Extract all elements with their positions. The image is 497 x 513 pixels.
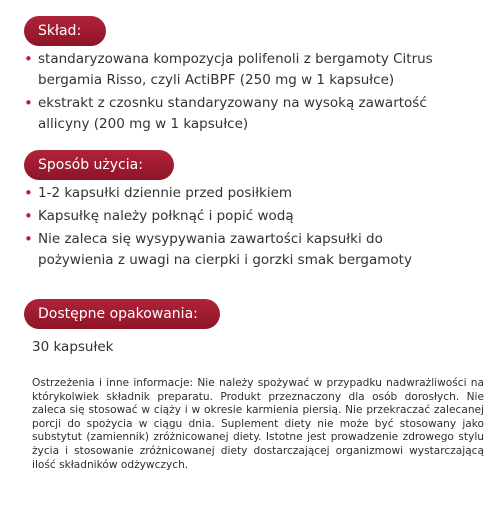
list-item-line: ekstrakt z czosnku standaryzowany na wysoką zawartość <box>38 95 427 111</box>
list-item-line: bergamia Risso, czyli ActiBPF (250 mg w 1 kapsułce) <box>38 72 395 88</box>
dostepne-header: Dostępne opakowania: <box>24 299 220 329</box>
bullet-icon: • <box>24 184 33 202</box>
list-item <box>24 49 491 91</box>
list-item <box>24 206 491 227</box>
list-item <box>24 93 491 135</box>
packaging-value: 30 kapsułek <box>32 339 114 355</box>
list-item <box>24 183 491 204</box>
sklad-header: Skład: <box>24 16 106 46</box>
list-item-line: Nie zaleca się wysypywania zawartości kapsułki do <box>38 231 383 247</box>
warning-text: Ostrzeżenia i inne informacje: Nie należy spożywać w przypadku nadwrażliwości na którykolwiek składnik preparatu. Produkt przeznaczony dla osób dorosłych. Nie zaleca się stosować w ciąży i w okresie karmienia piersią. Nie przekraczać zalecanej porcji do spożycia w ciągu dnia. Suplement diety nie może być stosowany jako substytut (zamiennik) zróżnicowanej diety. Istotne jest prowadzenie zdrowego stylu życia i stosowanie zróżnicowanej diety dostarczającej organizmowi wystarczającą ilość składników odżywczych. <box>32 377 484 471</box>
bullet-icon: • <box>24 94 33 112</box>
bullet-icon: • <box>24 230 33 248</box>
sklad-list <box>24 49 491 137</box>
sposob-list <box>24 183 491 273</box>
list-item <box>24 229 491 271</box>
bullet-icon: • <box>24 207 33 225</box>
list-item-line: Kapsułkę należy połknąć i popić wodą <box>38 208 294 224</box>
bullet-icon: • <box>24 50 33 68</box>
list-item-line: pożywienia z uwagi na cierpki i gorzki smak bergamoty <box>38 252 412 268</box>
list-item-line: allicyny (200 mg w 1 kapsułce) <box>38 116 249 132</box>
list-item-line: 1-2 kapsułki dziennie przed posiłkiem <box>38 185 293 201</box>
sposob-header: Sposób użycia: <box>24 150 174 180</box>
list-item-line: standaryzowana kompozycja polifenoli z bergamoty Citrus <box>38 51 433 67</box>
